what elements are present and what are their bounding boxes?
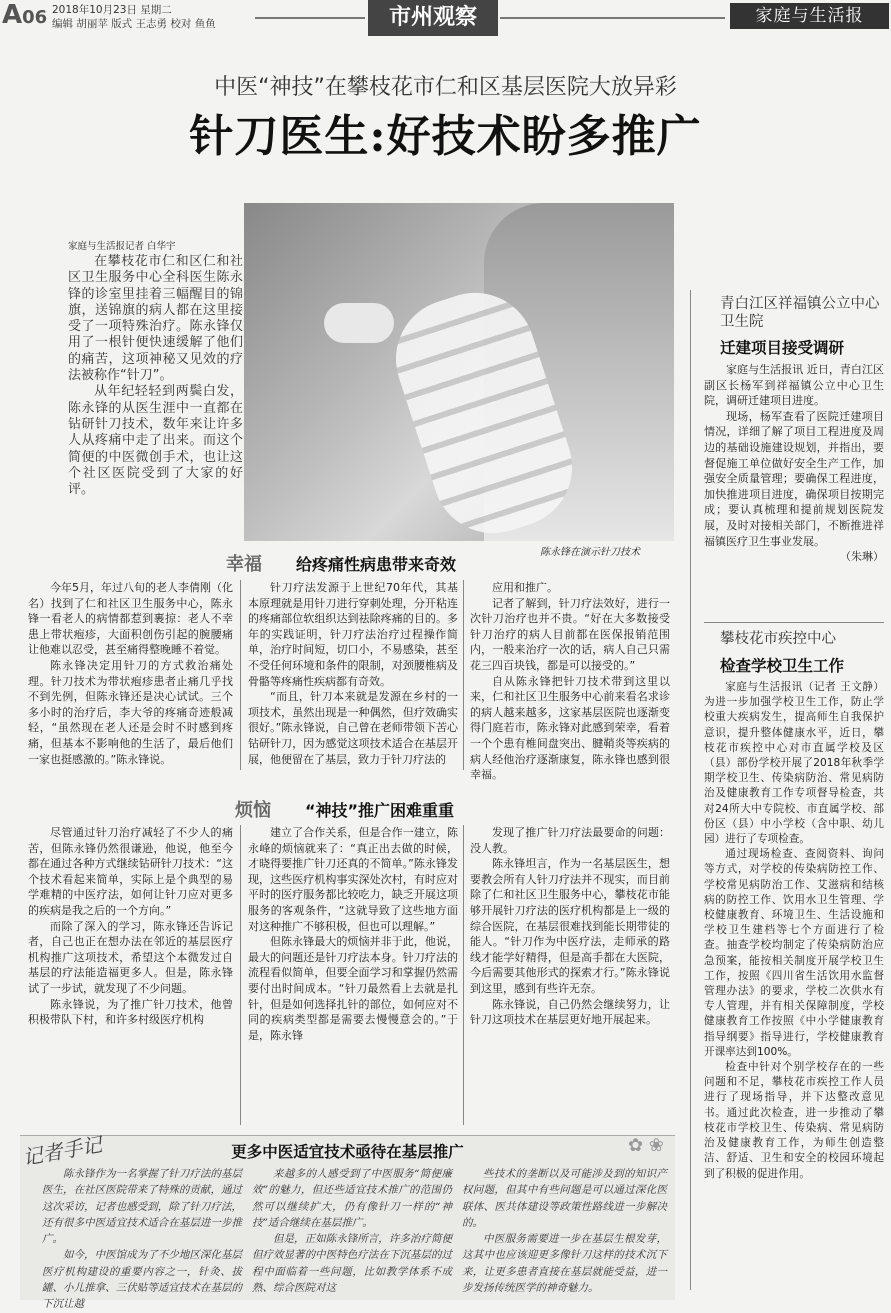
article-photo (244, 203, 674, 541)
photo-hand (324, 303, 394, 343)
article-subtitle: 中医“神技”在攀枝花市仁和区基层医院大放异彩 (214, 75, 677, 100)
sidebar-story1-kicker: 青白江区祥福镇公立中心卫生院 (720, 296, 880, 330)
sidebar-story1-body: 家庭与生活报讯 近日，青白江区副区长杨军到祥福镇公立中心卫生院，调研迁建项目进度。 现场，杨军查看了医院迁建项目情况，详细了解了项目工程进度及周边的基础设施建设规划，并指出，要督促施工单位做好安全生产工作，加强安全质量管理；要确保工程进度，加快推进项目进度，确保项目按期完成；要认真梳理和提前规划医院发展，及时对接相关部门，不断推进祥福镇医疗卫生事业发展。 （朱琳） (704, 363, 884, 564)
sidebar-story2-body: 家庭与生活报讯（记者 王文静） 为进一步加强学校卫生工作，防止学校重大疾病发生，提高师生自我保护意识，提升整体健康水平，近日，攀枝花市疾控中心对市直属学校及区（县）部份学校开展了2018年秋季学期学校卫生、传染病防治、常见病防治及健康教育工作专项督导检查，共对24所大中专院校、市直属学校、部份区（县）中小学校（含中职、幼儿园）进行了专项检查。 通过现场检查、查阅资料、询问等方式，对学校的传染病防控工作、学校常见病防治工作、艾滋病和结核病的防控工作、饮用水卫生管理、学校健康教育、环境卫生、生活设施和学校卫生建档等七个方面进行了检查。抽查学校均制定了传染病防治应急预案，能按相关制度开展学校卫生工作，按照《四川省生活饮用水监督管理办法》的要求，学校二次供水有专人管理，并有相关保障制度，学校健康教育工作按照《中小学健康教育指导纲要》指导进行，学校健康教育开课率达到100%。 检查中针对个别学校存在的一些问题和不足，攀枝花市疾控工作人员进行了现场指导，并下达整改意见书。通过此次检查，进一步推动了攀枝花市学校卫生、传染病、常见病防治及健康教育工作，为师生创造整洁、舒适、卫生和安全的校园环境起到了积极的促进作用。 (704, 681, 884, 1180)
note-col2: 来越多的人感受到了中医服务“简便廉效”的魅力，但还些适宜技术推广的范围仍然可以继续扩大，仍有像针刀一样的“神技”适合继续在基层推广。 但是，正如陈永锋所言，许多治疗简便但疗效显著的中医特色疗法在下沉基层的过程中面临着一些问题，比如教学体系不成熟、综合医院对这 (252, 1168, 452, 1295)
section2-col2: 建立了合作关系，但是合作一建立，陈永峰的烦恼就来了：“真正出去做的时候，才晓得要推广针刀还真的不简单。”陈永锋发现，这些医疗机构事实深处次村，有时应对平时的医疗服务都比较吃力，缺乏开展这项服务的客观条件，“这就导致了这些地方面对这种推广不够积极，但也可以理解。” 但陈永锋最大的烦恼并非于此，他说，最大的问题还是针刀疗法本身。针刀疗法的流程看似简单，但要全面学习和掌握仍然需要付出时间成本。“针刀最然看上去就是扎针，但是如何选择扎针的部位，如何应对不同的疾病类型都是需要去慢慢意会的。”于是，陈永锋 (248, 826, 458, 1042)
lead-text (68, 254, 243, 498)
section1-col1: 今年5月，年过八旬的老人李倩刚（化名）找到了仁和社区卫生服务中心，陈永锋一看老人的病情都惹到裹掠：老人不幸患上带状疱疹，大面积创伤引起的腕腰痛让他难以忍受，甚至痛得整晚睡不着觉。 陈永锋决定用针刀的方式救治痛处理。针刀技术为带状疱疹患者止痛几乎找不到先例，但陈永锋还是决心试试。三个多小时的治疗后，李大爷的疼痛奇迹般减轻，“虽然现在老人还是会时不时感到疼痛，但基本不影响他的生活了，最后他们一家也挺感激的。”陈永锋说。 (28, 581, 233, 766)
section1-heading: 幸福 给疼痛性病患带来奇效 (226, 554, 457, 575)
column-divider (240, 580, 241, 770)
byline: 家庭与生活报记者 白华宇 (68, 241, 176, 252)
reporter-note-heading: 更多中医适宜技术亟待在基层推广 (231, 1143, 464, 1161)
lead-paragraph: 从年纪轻轻到两鬓白发，陈永锋的从医生涯中一直都在钻研针刀技术，数年来让许多人从疼痛中走了出来。而这个简便的中医微创手术，也让这个社区医院受到了大家的好评。 (68, 384, 243, 498)
section1-col2: 针刀疗法发源于上世纪70年代，其基本原理就是用针刀进行穿刺处理，分开粘连的疼痛部位软组织达到祛除疼痛的目的。多年的实践证明，针刀疗法治疗过程操作简单，治疗时间短，切口小，不易感染，甚至不受任何环境和条件的限制，对颈腰椎病及骨骼等疼痛性疾病都有奇效。 “而且，针刀本来就是发源在乡村的一项技术，虽然出现是一种偶然，但疗效确实很好。”陈永锋说，自己曾在老师带领下苦心钻研针刀，因为感觉这项技术适合在基层开展，他便留在了基层，致力于针刀疗法的 (248, 581, 458, 766)
sidebar-divider (690, 290, 691, 1290)
lead-paragraph: 在攀枝花市仁和区仁和社区卫生服务中心全科医生陈永锋的诊室里挂着三幅醒目的锦旗，送锦旗的病人都在这里接受了一项特殊治疗。陈永锋仅用了一根针便快速缓解了他们的痛苦，这项神秘又见效的疗法被称作“针刀”。 (68, 254, 243, 384)
sidebar-story1-author: （朱琳） (840, 550, 884, 564)
section2-col3: 发现了推广针刀疗法最要命的问题：没人教。 陈永锋坦言，作为一名基层医生，想要教会所有人针刀疗法并不现实，而目前除了仁和社区卫生服务中心，攀枝花市能够开展针刀疗法的医疗机构都是上一级的综合医院，在基层很难找到能长期带徒的能人。“针刀作为中医疗法，走师承的路线才能学好精得，但是高手都在大医院，今后需要其他形式的探索才行。”陈永锋说到这里，感到有些许无奈。 陈永锋说，自己仍然会继续努力，让针刀这项技术在基层更好地开展起来。 (470, 826, 670, 1027)
sidebar-story2-title: 检查学校卫生工作 (720, 657, 845, 675)
header-rule-right (500, 17, 725, 19)
section2-heading: 烦恼 “神技”推广困难重重 (235, 800, 455, 821)
column-divider (463, 825, 464, 1125)
section1-col3: 应用和推广。 记者了解到，针刀疗法效好，进行一次针刀治疗也并不贵。“好在大多数接受针刀治疗的病人目前都在医保报销范围内，一般来治疗一次的话，病人自己只需花三四百块钱，都是可以接受的。” 自从陈永锋把针刀技术带到这里以来，仁和社区卫生服务中心前来看名求诊的病人越来越多，这家基层医院也逐渐变得门庭若市，陈永锋对此感到荣幸，看着一个个患有椎间盘突出、腱鞘炎等疾病的病人经他治疗逐渐康复，陈永锋也感到很幸福。 (470, 581, 670, 782)
paper-name: 家庭与生活报 (730, 3, 889, 29)
column-divider (240, 825, 241, 1125)
sidebar-rule (704, 622, 884, 623)
sidebar-story2-kicker: 攀枝花市疾控中心 (720, 631, 836, 647)
header-staff: 编辑 胡丽苹 版式 王志勇 校对 鱼鱼 (52, 18, 216, 30)
reporter-note-tag: 记者手记 (20, 1132, 104, 1170)
column-divider (463, 580, 464, 770)
article-title: 针刀医生:好技术盼多推广 (189, 111, 702, 162)
header-rule-left (255, 17, 365, 19)
section2-col1: 尽管通过针刀治疗减轻了不少人的痛苦，但陈永锋仍然很谦逊，他说，他至今都在通过各种方式继续钻研针刀技术：“这个技术看起来简单，实际上是个典型的易学难精的中医疗法，如何让针刀应对更多的疾病是我之后的一个方向。” 而除了深入的学习，陈永锋还告诉记者，自己也正在想办法在邻近的基层医疗机构推广这项技术，希望这个本微发过自基层的疗法能造福更多人。但是，陈永锋试了一步试，就发现了不少问题。 陈永锋说，为了推广针刀技术，他曾积极带队下村，和许多村级医疗机构 (28, 826, 233, 1027)
photo-caption: 陈永锋在演示针刀技术 (540, 547, 640, 558)
flower-ornament: ✿ ❀ (628, 1135, 664, 1156)
page-number: A06 (2, 0, 48, 30)
sidebar-story1-title: 迁建项目接受调研 (720, 339, 845, 357)
section-name: 市州观察 (368, 0, 498, 36)
note-col3: 些技术的垄断以及可能涉及到的知识产权问题，但其中有些问题是可以通过深化医联体、医共体建设等政策性路线进一步解决的。 中医服务需要进一步在基层生根发芽，这其中也应该迎更多像针刀这样的技术沉下来，让更多患者直接在基层就能受益，进一步发扬传统医学的神奇魅力。 (462, 1168, 667, 1295)
header-date: 2018年10月23日 星期二 (52, 4, 172, 16)
header-meta (52, 3, 216, 31)
note-col1: 陈永锋作为一名掌握了针刀疗法的基层医生，在社区医院带来了特殊的贡献，通过这次采访，记者也感受到，除了针刀疗法，还有很多中医适宜技术适合在基层进一步推广。 如今，中医馆成为了不少地区深化基层医疗机构建设的重要内容之一，针灸、拔罐、小儿推拿、三伏贴等适宜技术在基层的下沉让越 (42, 1168, 242, 1311)
